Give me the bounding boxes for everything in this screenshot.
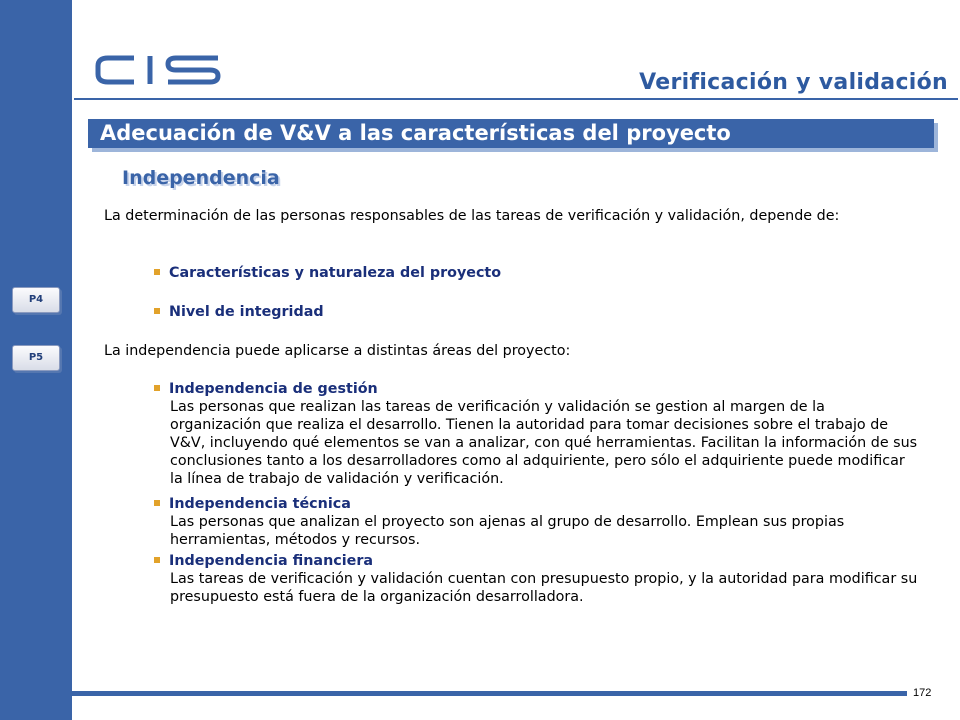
cis-logo [94,50,224,90]
intro2-text: La independencia puede aplicarse a distintas áreas del proyecto: [104,343,571,359]
list-item [154,303,324,321]
page-number: 172 [913,687,932,699]
side-tab-p4[interactable]: P4 [12,287,60,313]
slide-banner [88,119,934,148]
area-title: Independencia de gestión [169,381,378,397]
banner-title: Adecuación de V&V a las características del proyecto [100,121,731,145]
square-bullet-icon [154,500,160,506]
intro-text: La determinación de las personas responsables de las tareas de verificación y validación, depende de: [104,208,840,224]
intro2-paragraph [104,342,914,360]
square-bullet-icon [154,308,160,314]
section-title: Independencia [122,167,280,189]
list-item [154,552,373,570]
list-item [154,380,378,398]
bullet-label: Nivel de integridad [169,304,324,320]
header-title: Verificación y validación [639,70,948,95]
square-bullet-icon [154,269,160,275]
side-tab-p5[interactable]: P5 [12,345,60,371]
bullet-label: Características y naturaleza del proyecto [169,265,502,281]
square-bullet-icon [154,385,160,391]
area-title: Independencia técnica [169,496,351,512]
area-description: Las personas que analizan el proyecto son ajenas al grupo de desarrollo. Emplean sus propias herramientas, métodos y recursos. [170,514,845,548]
area-description: Las personas que realizan las tareas de verificación y validación se gestion al margen de la organización que realiza el desarrollo. Tienen la autoridad para tomar decisiones sobre el trabajo de V&V, incluyendo qué elementos se van a analizar, con qué herramientas. Facilitan la información de sus conclusiones tanto a los desarrolladores como al adquiriente, pero sólo el adquiriente puede modificar la línea de trabajo de validación y verificación. [170,399,918,487]
footer-bar [72,691,907,696]
area-title: Independencia financiera [169,553,374,569]
header-divider [74,98,958,100]
list-item [154,264,501,282]
intro-paragraph [104,207,914,225]
list-item [154,495,351,513]
area-description: Las tareas de verificación y validación cuentan con presupuesto propio, y la autoridad para modificar su presupuesto está fuera de la organización desarrolladora. [170,571,918,605]
square-bullet-icon [154,557,160,563]
